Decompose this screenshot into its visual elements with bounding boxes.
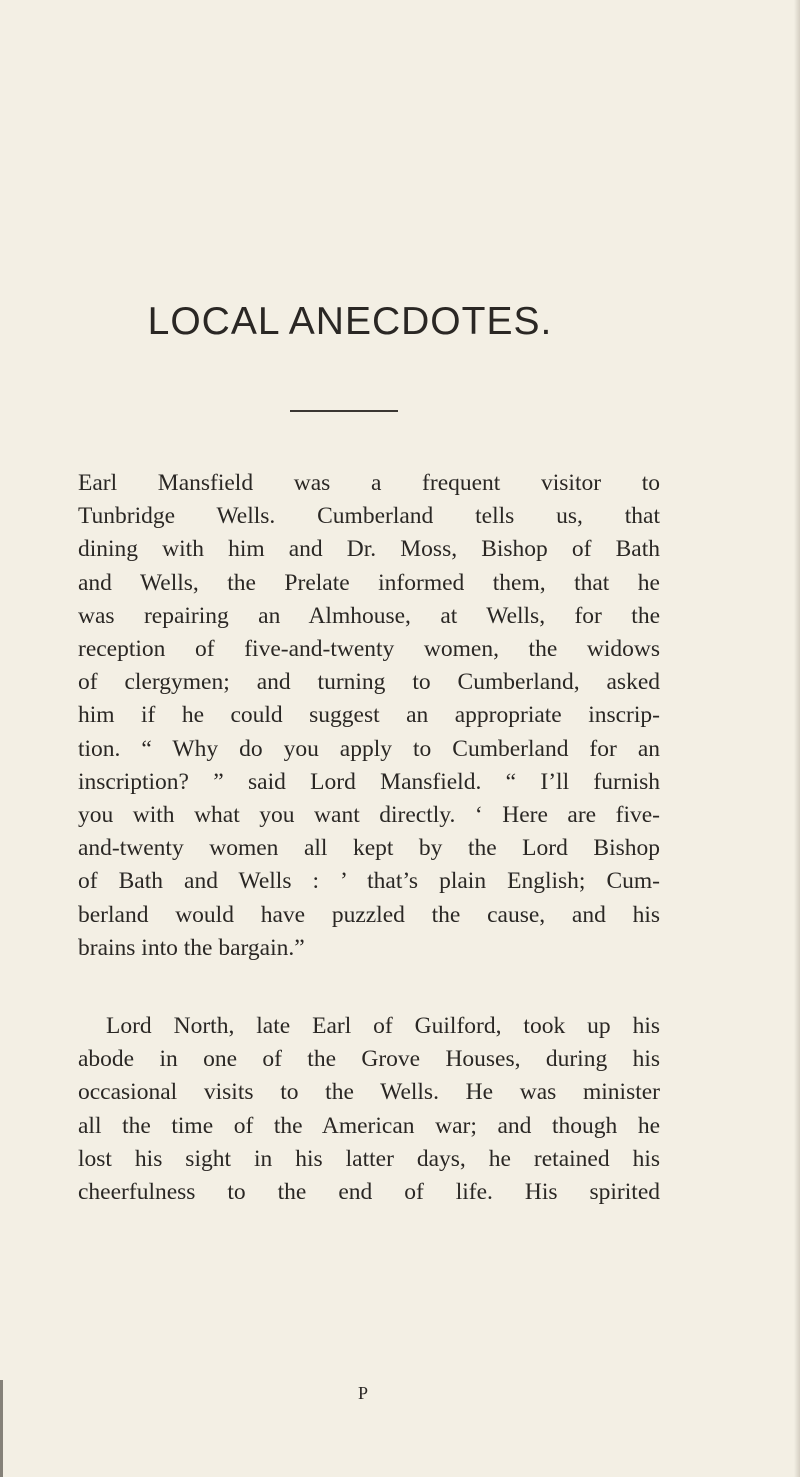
text-line: Earl Mansfield was a frequent visitor to	[78, 470, 660, 496]
text-line: all the time of the American war; and though he	[78, 1112, 660, 1139]
text-line: of Bath and Wells : ’ that’s plain English; Cum-	[78, 868, 660, 895]
chapter-heading: LOCAL ANECDOTES.	[147, 300, 553, 343]
text-line: cheerfulness to the end of life. His spirited	[78, 1179, 660, 1206]
text-line: Lord North, late Earl of Guilford, took up his	[106, 1013, 660, 1039]
text-line: abode in one of the Grove Houses, during his	[78, 1046, 660, 1073]
heading-rule	[290, 410, 398, 412]
paragraph-lord-north	[78, 1010, 660, 1209]
page-edge-shadow	[794, 0, 800, 1477]
text-line: berland would have puzzled the cause, and his	[78, 901, 660, 928]
text-line: Tunbridge Wells. Cumberland tells us, that	[78, 503, 660, 530]
text-line: tion. “ Why do you apply to Cumberland for an	[78, 735, 660, 762]
text-line: dining with him and Dr. Moss, Bishop of Bath	[78, 536, 660, 563]
text-line: lost his sight in his latter days, he retained his	[78, 1145, 660, 1172]
text-line: inscription? ” said Lord Mansfield. “ I’ll furnish	[78, 768, 660, 795]
text-line: him if he could suggest an appropriate inscrip-	[78, 702, 660, 729]
binding-shadow	[0, 1380, 3, 1477]
text-line: and-twenty women all kept by the Lord Bishop	[78, 835, 660, 862]
paragraph-mansfield	[78, 467, 660, 965]
text-line: reception of five-and-twenty women, the widows	[78, 636, 660, 663]
text-line: you with what you want directly. ‘ Here are five-	[78, 802, 660, 829]
signature-mark: P	[358, 1383, 369, 1403]
text-line: was repairing an Almhouse, at Wells, for the	[78, 602, 660, 629]
text-line: of clergymen; and turning to Cumberland, asked	[78, 669, 660, 696]
text-line: brains into the bargain.”	[78, 934, 305, 961]
text-line: occasional visits to the Wells. He was minister	[78, 1079, 660, 1106]
text-line: and Wells, the Prelate informed them, that he	[78, 569, 660, 596]
